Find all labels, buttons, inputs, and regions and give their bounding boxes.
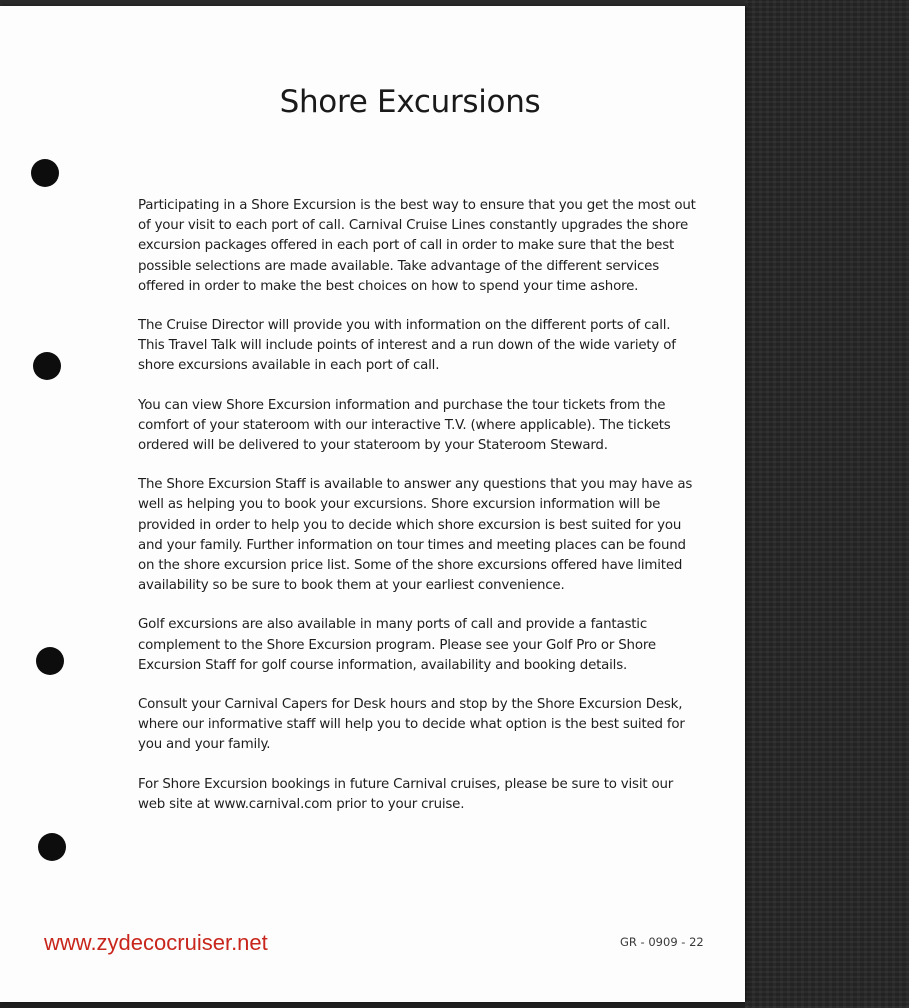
binder-hole-icon (38, 833, 66, 861)
scan-background (745, 0, 909, 1008)
paragraph-desk-hours: Consult your Carnival Capers for Desk hours and stop by the Shore Excursion Desk, where our informative staff will help you to decide what option is the best suited for you and your family. (138, 697, 685, 753)
paragraph-interactive-tv: You can view Shore Excursion information and purchase the tour tickets from the comfort of your stateroom with our interactive T.V. (where applicable). The tickets ordered will be delivered to your stateroom by your Stateroom Steward. (138, 397, 671, 454)
paragraph-intro: Participating in a Shore Excursion is the best way to ensure that you get the most out of your visit to each port of call. Carnival Cruise Lines constantly upgrades the shore excursion packages offered in each port of call in order to make sure that the best possible selections are made available. Take advantage of the different services offered in order to make the best choices on how to spend your time ashore. (138, 198, 696, 294)
paragraph-future-bookings: For Shore Excursion bookings in future Carnival cruises, please be sure to visit our web site at www.carnival.com prior to your cruise. (138, 776, 674, 812)
body-text (138, 196, 698, 834)
binder-hole-icon (36, 647, 64, 675)
paragraph-golf: Golf excursions are also available in many ports of call and provide a fantastic complement to the Shore Excursion program. Please see your Golf Pro or Shore Excursion Staff for golf course information, availability and booking details. (138, 617, 656, 673)
binder-hole-icon (33, 352, 61, 380)
page-title: Shore Excursions (279, 84, 541, 120)
page-code: GR - 0909 - 22 (620, 935, 704, 949)
binder-hole-icon (31, 159, 59, 187)
watermark: www.zydecocruiser.net (44, 930, 268, 955)
paragraph-staff: The Shore Excursion Staff is available to answer any questions that you may have as well as helping you to book your excursions. Shore excursion information will be provided in order to help you to decide which shore excursion is best suited for you and your family. Further information on tour times and meeting places can be found on the shore excursion price list. Some of the shore excursions offered have limited availability so be sure to book them at your earliest convenience. (138, 477, 693, 594)
paragraph-cruise-director: The Cruise Director will provide you with information on the different ports of call. This Travel Talk will include points of interest and a run down of the wide variety of shore excursions available in each port of call. (138, 318, 676, 374)
